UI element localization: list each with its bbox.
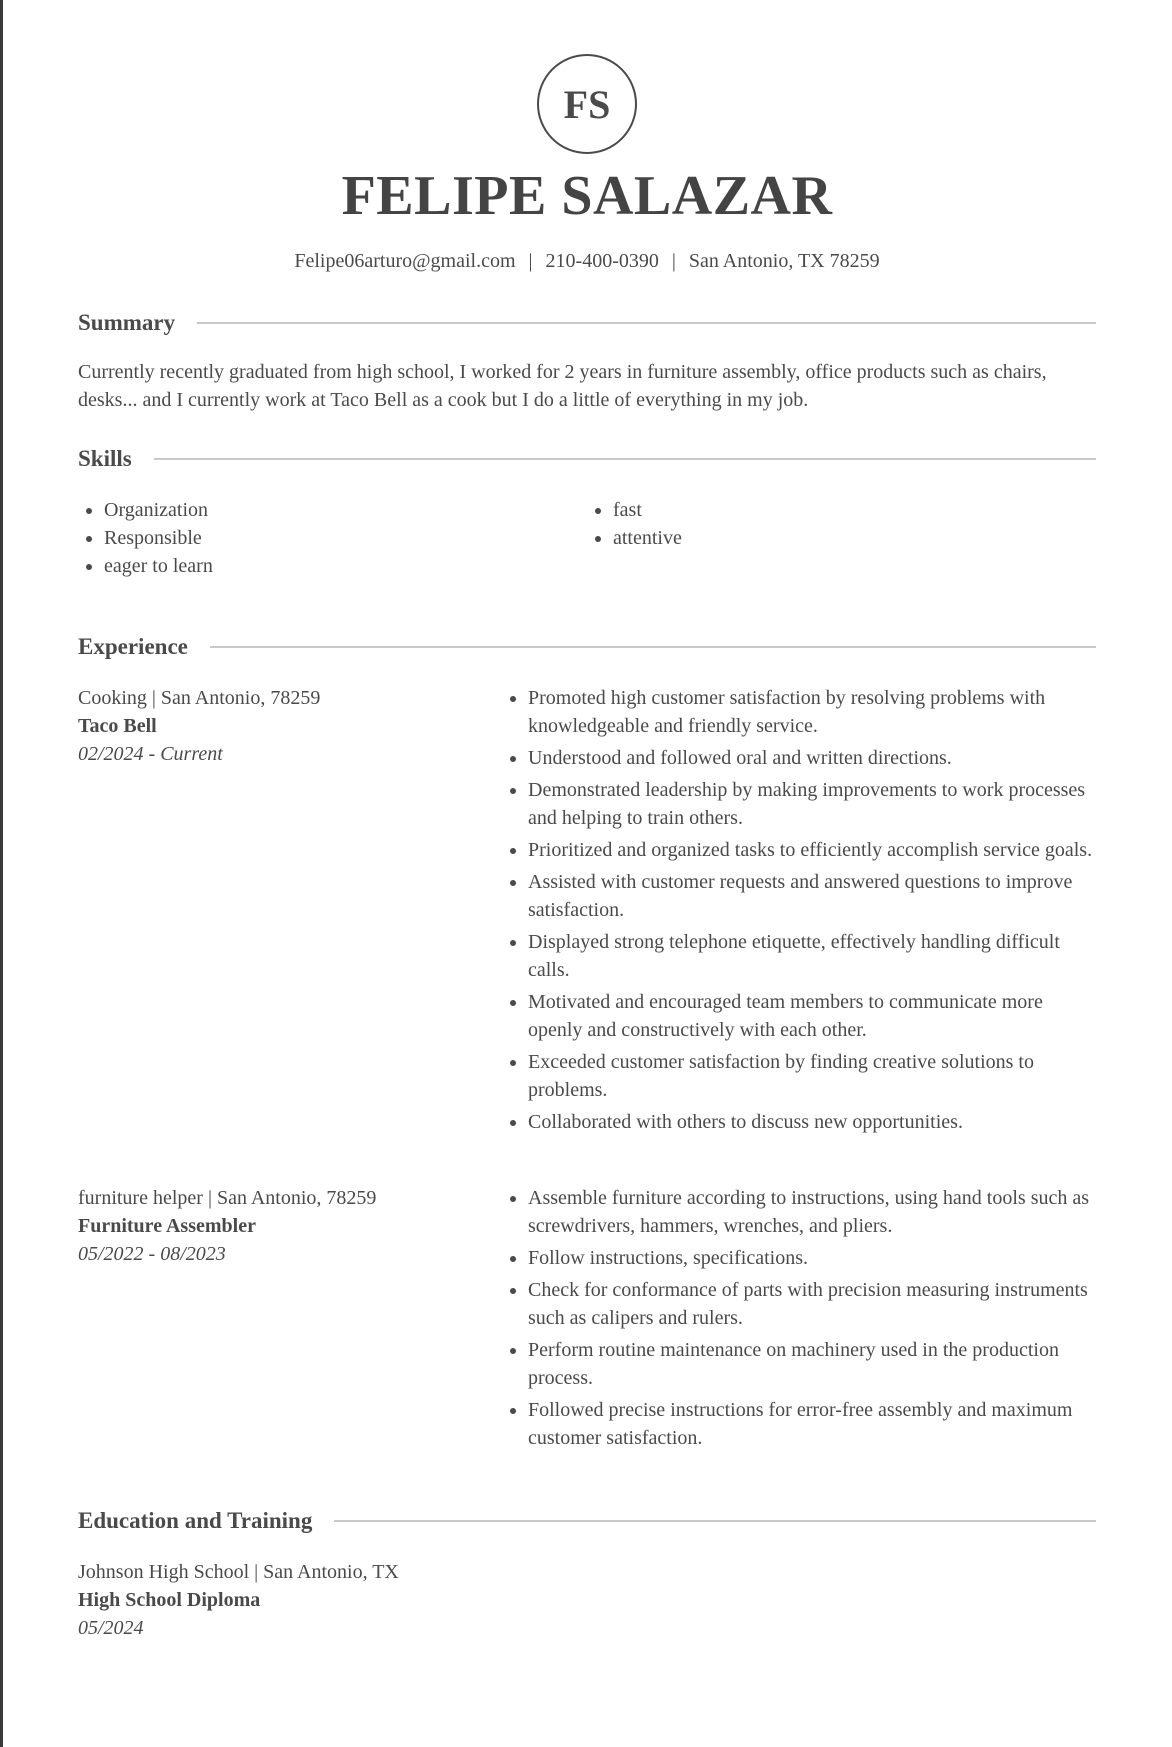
skill-item: • Responsible bbox=[104, 524, 587, 552]
contact-phone: 210-400-0390 bbox=[545, 250, 659, 272]
job-duty-item: • Understood and followed oral and written directions. bbox=[528, 744, 1096, 772]
education-section-header bbox=[78, 1506, 1096, 1536]
contact-separator: | bbox=[671, 250, 676, 272]
job-dates: 05/2022 - 08/2023 bbox=[78, 1243, 226, 1265]
skills-column-1 bbox=[78, 496, 587, 580]
education-entry bbox=[78, 1558, 1096, 1642]
skill-item: • eager to learn bbox=[104, 552, 587, 580]
job-duty-item: • Exceeded customer satisfaction by finding creative solutions to problems. bbox=[528, 1048, 1096, 1104]
job-duty-item: • Prioritized and organized tasks to efficiently accomplish service goals. bbox=[528, 836, 1096, 864]
summary-section-header bbox=[78, 308, 1096, 338]
job-duty-item: • Motivated and encouraged team members to communicate more openly and constructively with each other. bbox=[528, 988, 1096, 1044]
skill-item: • attentive bbox=[613, 524, 1096, 552]
job-duty-item: • Promoted high customer satisfaction by resolving problems with knowledgeable and friendly service. bbox=[528, 684, 1096, 740]
job-duty-item: • Assemble furniture according to instructions, using hand tools such as screwdrivers, hammers, wrenches, and pliers. bbox=[528, 1184, 1096, 1240]
job-dates: 02/2024 - Current bbox=[78, 743, 223, 765]
experience-entry bbox=[78, 684, 1096, 1140]
job-meta bbox=[78, 684, 498, 1140]
skills-heading: Skills bbox=[78, 446, 132, 471]
skill-item: • fast bbox=[613, 496, 1096, 524]
education-degree: High School Diploma bbox=[78, 1589, 261, 1611]
contact-location: San Antonio, TX 78259 bbox=[688, 250, 880, 272]
job-duty-item: • Demonstrated leadership by making improvements to work processes and helping to train others. bbox=[528, 776, 1096, 832]
job-company: Taco Bell bbox=[78, 715, 157, 737]
job-duty-item: • Check for conformance of parts with precision measuring instruments such as calipers and rulers. bbox=[528, 1276, 1096, 1332]
skills-section-header bbox=[78, 444, 1096, 474]
resume-page bbox=[78, 0, 1096, 1747]
experience-section-header bbox=[78, 632, 1096, 662]
experience-entry bbox=[78, 1184, 1096, 1456]
job-duty-item: • Displayed strong telephone etiquette, effectively handling difficult calls. bbox=[528, 928, 1096, 984]
job-duty-item: • Assisted with customer requests and answered questions to improve satisfaction. bbox=[528, 868, 1096, 924]
skill-item: • Organization bbox=[104, 496, 587, 524]
education-dates: 05/2024 bbox=[78, 1617, 144, 1639]
job-duties bbox=[498, 684, 1096, 1140]
skills-column-2 bbox=[587, 496, 1096, 580]
job-role-location: Cooking | San Antonio, 78259 bbox=[78, 687, 321, 709]
job-role-location: furniture helper | San Antonio, 78259 bbox=[78, 1187, 377, 1209]
summary-heading: Summary bbox=[78, 310, 176, 335]
job-duty-item: • Perform routine maintenance on machinery used in the production process. bbox=[528, 1336, 1096, 1392]
education-heading: Education and Training bbox=[78, 1508, 313, 1533]
job-company: Furniture Assembler bbox=[78, 1215, 256, 1237]
summary-text: Currently recently graduated from high school, I worked for 2 years in furniture assembly, office products such as chairs, desks... and I currently work at Taco Bell as a cook but I do a little of everything in my job. bbox=[78, 361, 1047, 411]
job-duty-item: • Collaborated with others to discuss new opportunities. bbox=[528, 1108, 1096, 1136]
candidate-name: FELIPE SALAZAR bbox=[341, 165, 833, 227]
section-divider bbox=[197, 322, 1096, 324]
job-duty-item: • Follow instructions, specifications. bbox=[528, 1244, 1096, 1272]
skills-list bbox=[78, 496, 1096, 580]
section-divider bbox=[154, 458, 1096, 460]
job-duties bbox=[498, 1184, 1096, 1456]
job-meta bbox=[78, 1184, 498, 1456]
section-divider bbox=[210, 646, 1096, 648]
page-left-border bbox=[0, 0, 3, 1747]
section-divider bbox=[334, 1520, 1096, 1522]
resume-header bbox=[78, 54, 1096, 274]
contact-separator: | bbox=[528, 250, 533, 272]
monogram-badge: FS bbox=[537, 54, 637, 154]
job-duty-item: • Followed precise instructions for error-free assembly and maximum customer satisfaction. bbox=[528, 1396, 1096, 1452]
experience-heading: Experience bbox=[78, 634, 188, 659]
contact-email: Felipe06arturo@gmail.com bbox=[294, 250, 516, 272]
contact-line bbox=[78, 248, 1096, 274]
education-school-location: Johnson High School | San Antonio, TX bbox=[78, 1561, 399, 1583]
